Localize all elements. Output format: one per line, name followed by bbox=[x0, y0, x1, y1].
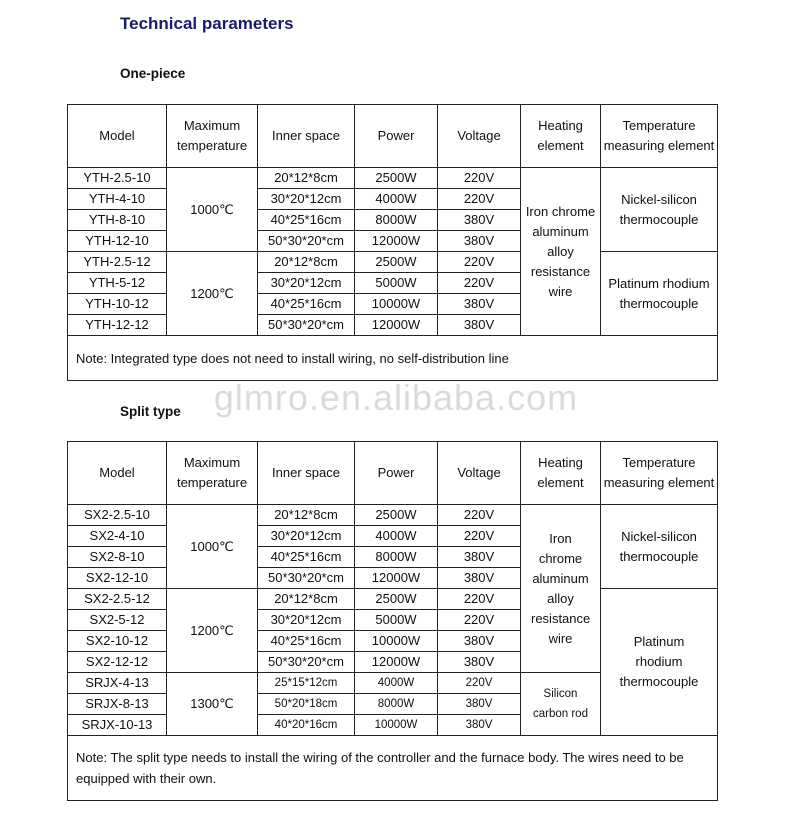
inner-space-cell: 20*12*8cm bbox=[258, 252, 355, 273]
voltage-cell: 380V bbox=[438, 231, 521, 252]
inner-space-cell: 30*20*12cm bbox=[258, 273, 355, 294]
inner-space-cell: 50*30*20*cm bbox=[258, 231, 355, 252]
model-cell: SRJX-8-13 bbox=[68, 694, 167, 715]
model-cell: SX2-4-10 bbox=[68, 526, 167, 547]
voltage-cell: 380V bbox=[438, 315, 521, 336]
power-cell: 4000W bbox=[355, 526, 438, 547]
header-heating-element: Heating element bbox=[521, 105, 601, 168]
model-cell: YTH-10-12 bbox=[68, 294, 167, 315]
inner-space-cell: 20*12*8cm bbox=[258, 589, 355, 610]
power-cell: 5000W bbox=[355, 610, 438, 631]
header-inner-space: Inner space bbox=[258, 105, 355, 168]
voltage-cell: 220V bbox=[438, 526, 521, 547]
header-power: Power bbox=[355, 105, 438, 168]
power-cell: 4000W bbox=[355, 673, 438, 694]
heating-element-cell: Silicon carbon rod bbox=[521, 673, 601, 736]
voltage-cell: 380V bbox=[438, 715, 521, 736]
header-measuring-element: Temperature measuring element bbox=[601, 442, 718, 505]
voltage-cell: 220V bbox=[438, 189, 521, 210]
power-cell: 12000W bbox=[355, 652, 438, 673]
power-cell: 10000W bbox=[355, 631, 438, 652]
model-cell: SRJX-4-13 bbox=[68, 673, 167, 694]
power-cell: 10000W bbox=[355, 715, 438, 736]
power-cell: 2500W bbox=[355, 589, 438, 610]
max-temp-cell: 1200℃ bbox=[167, 252, 258, 336]
one-piece-subtitle: One-piece bbox=[120, 66, 186, 81]
inner-space-cell: 50*20*18cm bbox=[258, 694, 355, 715]
heating-element-cell: Iron chrome aluminum alloy resistance wire bbox=[521, 168, 601, 336]
power-cell: 4000W bbox=[355, 189, 438, 210]
voltage-cell: 380V bbox=[438, 568, 521, 589]
header-voltage: Voltage bbox=[438, 105, 521, 168]
split-type-subtitle: Split type bbox=[120, 404, 181, 419]
voltage-cell: 380V bbox=[438, 210, 521, 231]
model-cell: SX2-2.5-10 bbox=[68, 505, 167, 526]
inner-space-cell: 40*25*16cm bbox=[258, 547, 355, 568]
measuring-element-cell: Platinum rhodium thermocouple bbox=[601, 252, 718, 336]
voltage-cell: 220V bbox=[438, 589, 521, 610]
one-piece-note: Note: Integrated type does not need to install wiring, no self-distribution line bbox=[68, 336, 718, 381]
power-cell: 10000W bbox=[355, 294, 438, 315]
inner-space-cell: 30*20*12cm bbox=[258, 189, 355, 210]
voltage-cell: 220V bbox=[438, 168, 521, 189]
model-cell: SX2-12-12 bbox=[68, 652, 167, 673]
model-cell: YTH-5-12 bbox=[68, 273, 167, 294]
model-cell: YTH-2.5-12 bbox=[68, 252, 167, 273]
measuring-element-cell: Nickel-silicon thermocouple bbox=[601, 505, 718, 589]
voltage-cell: 220V bbox=[438, 273, 521, 294]
voltage-cell: 380V bbox=[438, 547, 521, 568]
header-heating-element: Heating element bbox=[521, 442, 601, 505]
power-cell: 2500W bbox=[355, 168, 438, 189]
voltage-cell: 380V bbox=[438, 294, 521, 315]
header-measuring-element: Temperature measuring element bbox=[601, 105, 718, 168]
model-cell: YTH-4-10 bbox=[68, 189, 167, 210]
inner-space-cell: 25*15*12cm bbox=[258, 673, 355, 694]
one-piece-table bbox=[67, 104, 718, 381]
voltage-cell: 380V bbox=[438, 694, 521, 715]
measuring-element-cell: Platinum rhodium thermocouple bbox=[601, 589, 718, 736]
inner-space-cell: 20*12*8cm bbox=[258, 168, 355, 189]
header-power: Power bbox=[355, 442, 438, 505]
model-cell: SRJX-10-13 bbox=[68, 715, 167, 736]
page-title: Technical parameters bbox=[120, 14, 294, 33]
power-cell: 12000W bbox=[355, 568, 438, 589]
power-cell: 2500W bbox=[355, 252, 438, 273]
voltage-cell: 380V bbox=[438, 652, 521, 673]
voltage-cell: 380V bbox=[438, 631, 521, 652]
model-cell: SX2-2.5-12 bbox=[68, 589, 167, 610]
power-cell: 12000W bbox=[355, 315, 438, 336]
inner-space-cell: 40*25*16cm bbox=[258, 631, 355, 652]
header-inner-space: Inner space bbox=[258, 442, 355, 505]
max-temp-cell: 1000℃ bbox=[167, 168, 258, 252]
inner-space-cell: 40*20*16cm bbox=[258, 715, 355, 736]
inner-space-cell: 50*30*20*cm bbox=[258, 568, 355, 589]
voltage-cell: 220V bbox=[438, 505, 521, 526]
power-cell: 5000W bbox=[355, 273, 438, 294]
model-cell: SX2-8-10 bbox=[68, 547, 167, 568]
model-cell: YTH-12-12 bbox=[68, 315, 167, 336]
header-max-temp: Maximum temperature bbox=[167, 442, 258, 505]
inner-space-cell: 40*25*16cm bbox=[258, 210, 355, 231]
header-model: Model bbox=[68, 442, 167, 505]
heating-element-cell: Iron chrome aluminum alloy resistance wire bbox=[521, 505, 601, 673]
max-temp-cell: 1300℃ bbox=[167, 673, 258, 736]
watermark: glmro.en.alibaba.com bbox=[213, 377, 579, 418]
inner-space-cell: 30*20*12cm bbox=[258, 526, 355, 547]
model-cell: SX2-5-12 bbox=[68, 610, 167, 631]
inner-space-cell: 50*30*20*cm bbox=[258, 652, 355, 673]
max-temp-cell: 1200℃ bbox=[167, 589, 258, 673]
measuring-element-cell: Nickel-silicon thermocouple bbox=[601, 168, 718, 252]
model-cell: SX2-12-10 bbox=[68, 568, 167, 589]
model-cell: YTH-8-10 bbox=[68, 210, 167, 231]
header-voltage: Voltage bbox=[438, 442, 521, 505]
header-max-temp: Maximum temperature bbox=[167, 105, 258, 168]
power-cell: 12000W bbox=[355, 231, 438, 252]
model-cell: YTH-12-10 bbox=[68, 231, 167, 252]
model-cell: SX2-10-12 bbox=[68, 631, 167, 652]
power-cell: 2500W bbox=[355, 505, 438, 526]
voltage-cell: 220V bbox=[438, 673, 521, 694]
header-model: Model bbox=[68, 105, 167, 168]
voltage-cell: 220V bbox=[438, 610, 521, 631]
power-cell: 8000W bbox=[355, 694, 438, 715]
power-cell: 8000W bbox=[355, 547, 438, 568]
inner-space-cell: 40*25*16cm bbox=[258, 294, 355, 315]
inner-space-cell: 50*30*20*cm bbox=[258, 315, 355, 336]
max-temp-cell: 1000℃ bbox=[167, 505, 258, 589]
split-type-note: Note: The split type needs to install the wiring of the controller and the furnace body. The wires need to be equipped with their own. bbox=[68, 736, 718, 801]
inner-space-cell: 30*20*12cm bbox=[258, 610, 355, 631]
model-cell: YTH-2.5-10 bbox=[68, 168, 167, 189]
power-cell: 8000W bbox=[355, 210, 438, 231]
inner-space-cell: 20*12*8cm bbox=[258, 505, 355, 526]
voltage-cell: 220V bbox=[438, 252, 521, 273]
split-type-table bbox=[67, 441, 718, 801]
